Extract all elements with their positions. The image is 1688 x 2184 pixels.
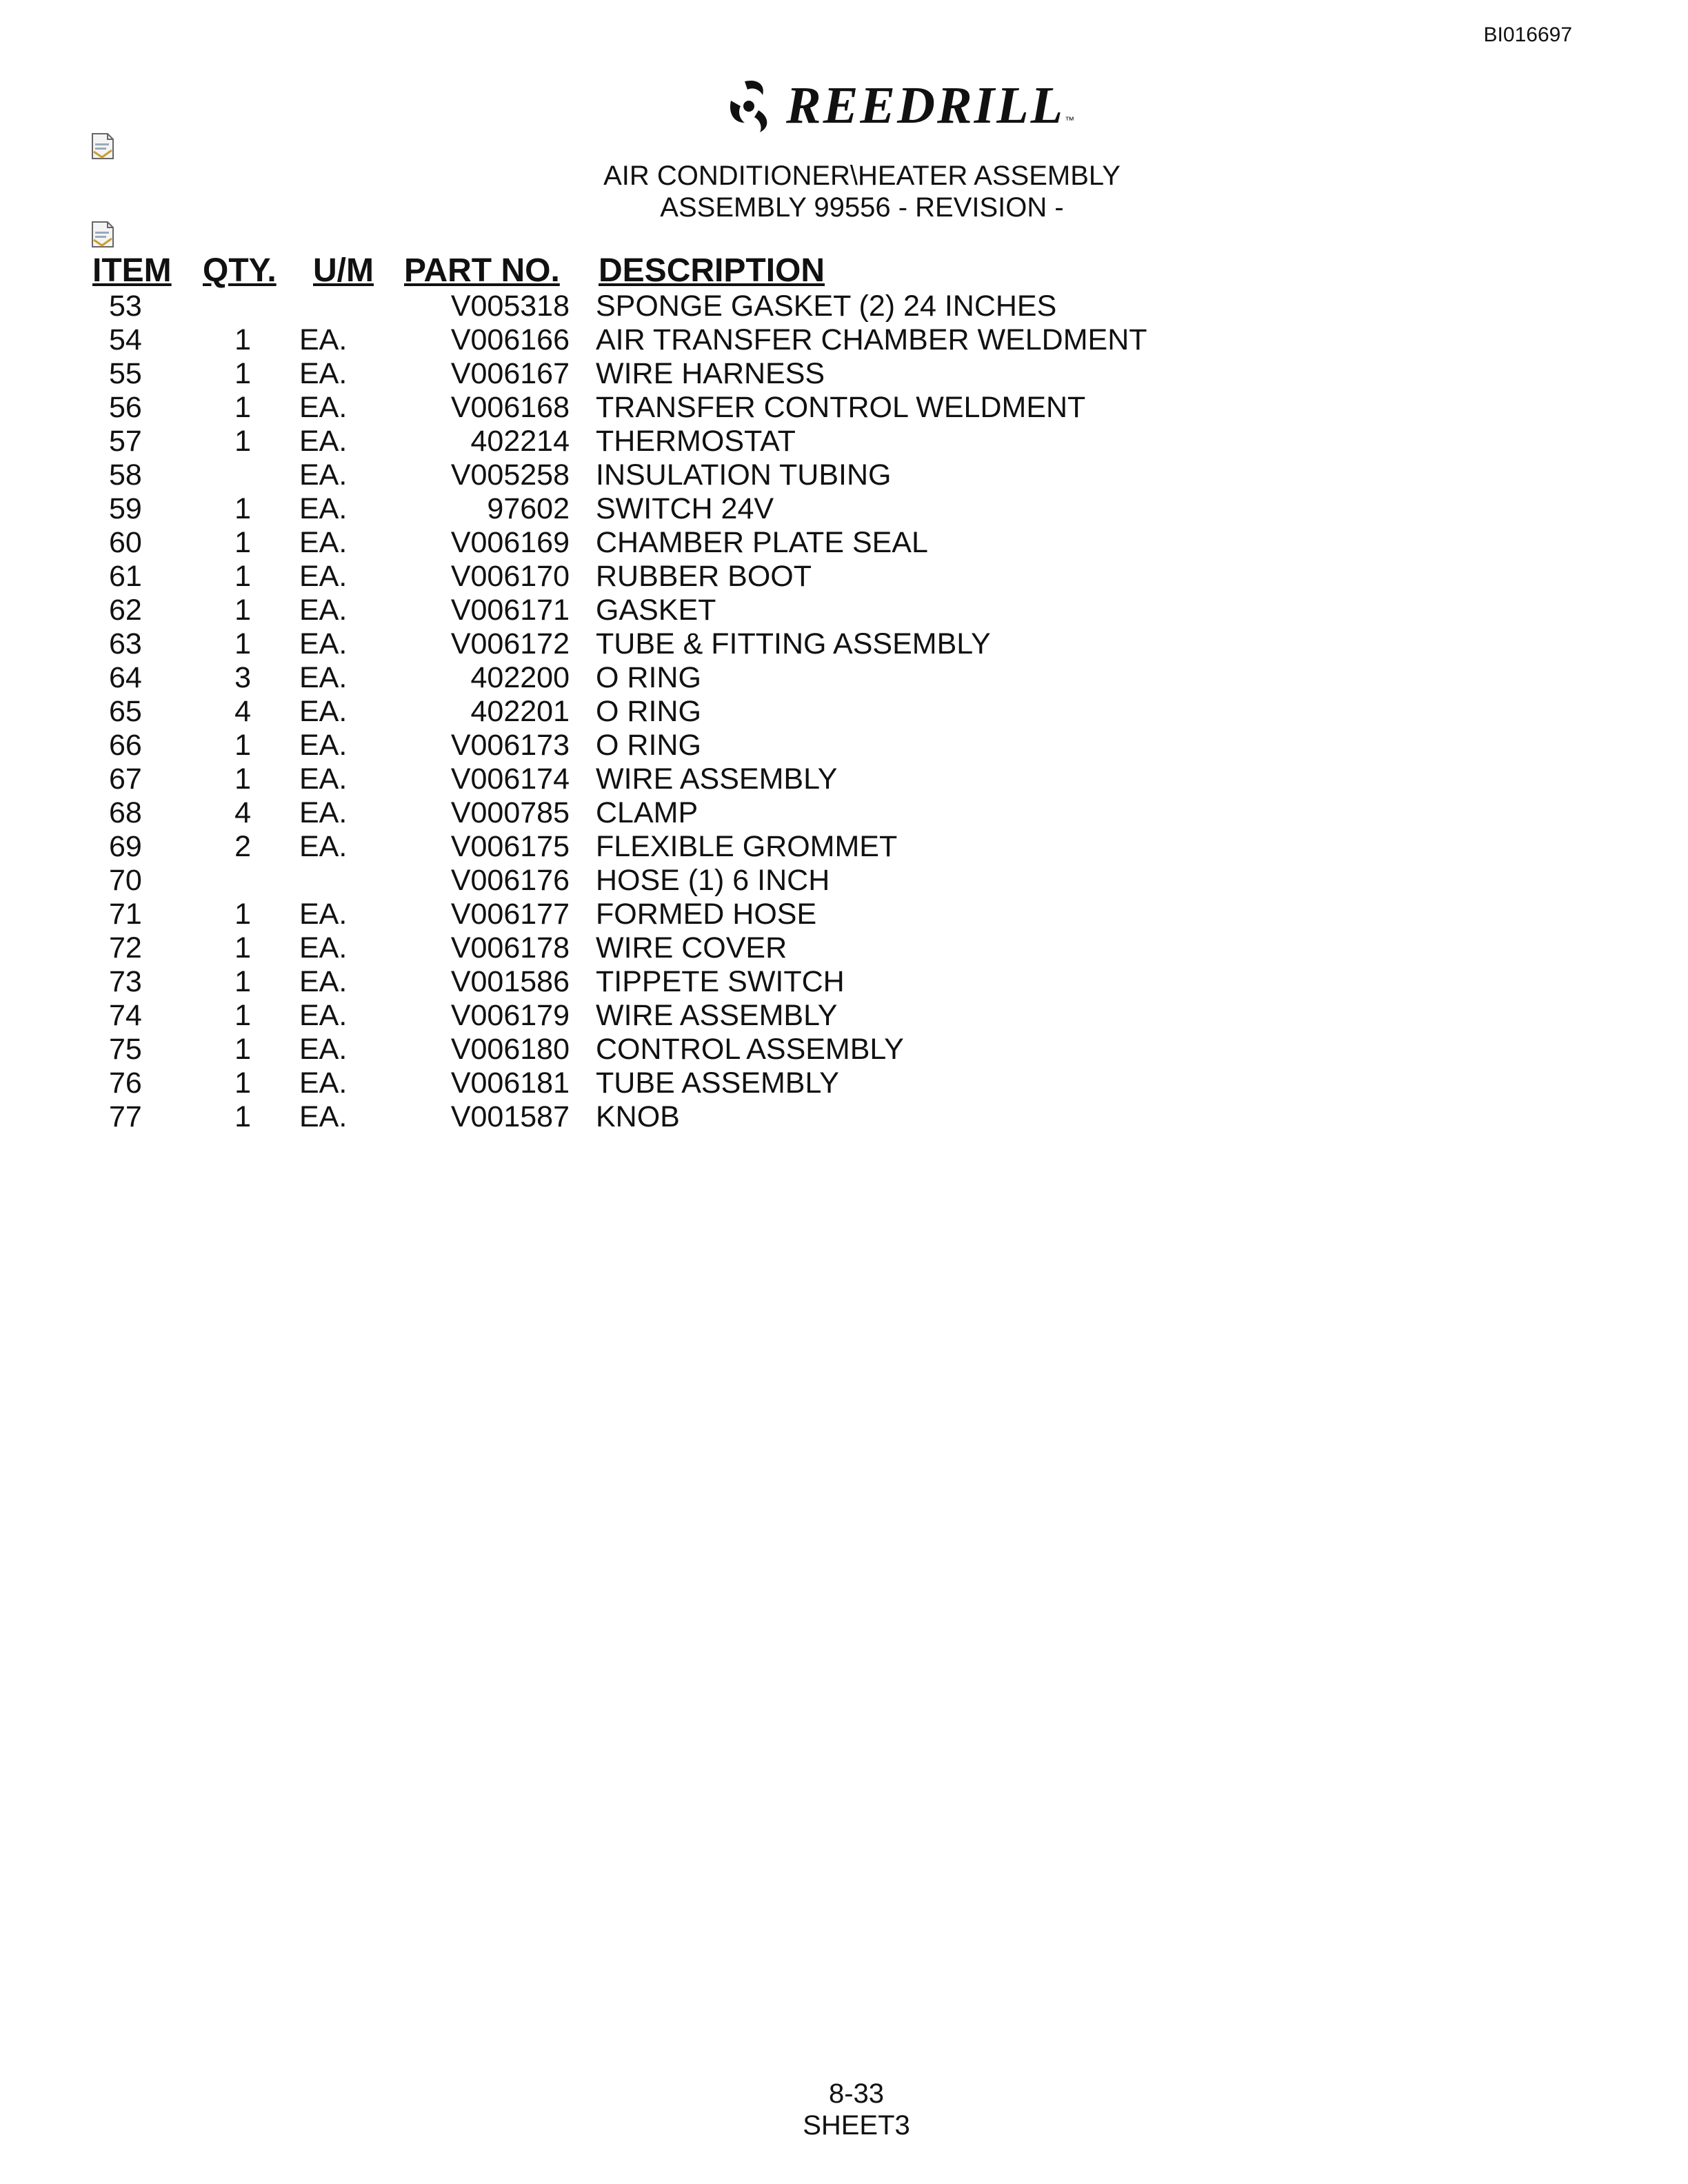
description-cell: SPONGE GASKET (2) 24 INCHES [596,290,1057,323]
table-row [92,526,1147,560]
um-cell: EA. [299,458,348,492]
item-cell: 64 [109,661,142,694]
item-cell: 77 [109,1100,142,1133]
table-row [92,560,1147,594]
um-cell: EA. [299,796,348,829]
part-no-cell: V006180 [450,1033,570,1066]
logo-wordmark: REEDRILL [786,76,1065,134]
qty-cell: 3 [234,661,251,694]
part-no-cell: V006181 [450,1066,570,1100]
item-cell: 66 [109,729,142,762]
item-cell: 53 [109,290,142,323]
qty-cell: 1 [234,931,251,964]
item-cell: 70 [109,864,142,897]
item-cell: 60 [109,526,142,559]
part-no-cell: V005258 [450,458,570,492]
table-row [92,661,1147,695]
table-row [92,391,1147,425]
table-row [92,931,1147,965]
description-cell: GASKET [596,594,716,627]
part-no-cell: V006175 [450,830,570,863]
um-cell: EA. [299,1100,348,1133]
description-cell: SWITCH 24V [596,492,774,525]
um-cell: EA. [299,425,348,458]
title-line-2: ASSEMBLY 99556 - REVISION - [660,192,1064,223]
um-cell: EA. [299,830,348,863]
qty-cell: 1 [234,1033,251,1066]
um-cell: EA. [299,1033,348,1066]
header-part-no: PART NO. [404,252,560,289]
um-cell: EA. [299,492,348,525]
part-no-cell: 97602 [487,492,570,525]
part-no-cell: V006173 [450,729,570,762]
qty-cell: 1 [234,425,251,458]
table-row [92,425,1147,458]
description-cell: RUBBER BOOT [596,560,812,593]
table-row [92,965,1147,999]
description-cell: FLEXIBLE GROMMET [596,830,898,863]
um-cell: EA. [299,526,348,559]
table-header [92,250,1147,290]
description-cell: TUBE & FITTING ASSEMBLY [596,627,991,660]
qty-cell: 1 [234,492,251,525]
page-footer [0,2078,1688,2141]
qty-cell: 4 [234,695,251,728]
description-cell: FORMED HOSE [596,898,817,931]
document-attachment-icon[interactable] [91,221,114,248]
assembly-title [0,160,1688,223]
part-no-cell: V006171 [450,594,570,627]
table-row [92,864,1147,898]
qty-cell: 1 [234,526,251,559]
item-cell: 61 [109,560,142,593]
description-cell: WIRE ASSEMBLY [596,762,838,796]
table-body [92,290,1147,1134]
qty-cell: 1 [234,594,251,627]
description-cell: CLAMP [596,796,699,829]
description-cell: O RING [596,661,701,694]
table-row [92,458,1147,492]
header-description: DESCRIPTION [599,252,825,289]
item-cell: 68 [109,796,142,829]
part-no-cell: V006170 [450,560,570,593]
table-row [92,627,1147,661]
table-row [92,830,1147,864]
qty-cell: 1 [234,762,251,796]
part-no-cell: V006167 [450,357,570,390]
table-row [92,290,1147,323]
description-cell: TRANSFER CONTROL WELDMENT [596,391,1086,424]
description-cell: AIR TRANSFER CHAMBER WELDMENT [596,323,1147,356]
qty-cell: 1 [234,898,251,931]
um-cell: EA. [299,762,348,796]
header-qty: QTY. [203,252,277,289]
page-number: 8-33 [828,2079,885,2109]
description-cell: CHAMBER PLATE SEAL [596,526,928,559]
header-item: ITEM [92,252,172,289]
item-cell: 59 [109,492,142,525]
document-id: BI016697 [1483,23,1572,46]
description-cell: TIPPETE SWITCH [596,965,845,998]
description-cell: O RING [596,729,701,762]
trademark-symbol: ™ [1065,114,1075,125]
qty-cell: 1 [234,965,251,998]
qty-cell: 1 [234,357,251,390]
propeller-logo-icon [717,74,783,136]
um-cell: EA. [299,695,348,728]
description-cell: WIRE HARNESS [596,357,825,390]
um-cell: EA. [299,965,348,998]
um-cell: EA. [299,661,348,694]
item-cell: 69 [109,830,142,863]
um-cell: EA. [299,729,348,762]
qty-cell: 1 [234,1100,251,1133]
qty-cell: 4 [234,796,251,829]
item-cell: 58 [109,458,142,492]
description-cell: KNOB [596,1100,680,1133]
qty-cell: 1 [234,729,251,762]
reedrill-logo [717,74,1074,136]
item-cell: 62 [109,594,142,627]
item-cell: 63 [109,627,142,660]
qty-cell: 1 [234,1066,251,1100]
um-cell: EA. [299,560,348,593]
item-cell: 67 [109,762,142,796]
item-cell: 72 [109,931,142,964]
part-no-cell: V006172 [450,627,570,660]
header-um: U/M [313,252,374,289]
um-cell: EA. [299,357,348,390]
part-no-cell: V000785 [450,796,570,829]
document-attachment-icon[interactable] [91,132,114,160]
um-cell: EA. [299,391,348,424]
title-line-1: AIR CONDITIONER\HEATER ASSEMBLY [603,161,1121,191]
part-no-cell: V006174 [450,762,570,796]
table-row [92,695,1147,729]
item-cell: 54 [109,323,142,356]
table-row [92,796,1147,830]
um-cell: EA. [299,323,348,356]
item-cell: 55 [109,357,142,390]
table-row [92,1033,1147,1066]
table-row [92,594,1147,627]
description-cell: THERMOSTAT [596,425,796,458]
description-cell: TUBE ASSEMBLY [596,1066,839,1100]
item-cell: 56 [109,391,142,424]
qty-cell: 1 [234,560,251,593]
part-no-cell: V005318 [450,290,570,323]
part-no-cell: V006179 [450,999,570,1032]
description-cell: WIRE COVER [596,931,787,964]
um-cell: EA. [299,1066,348,1100]
description-cell: INSULATION TUBING [596,458,892,492]
um-cell: EA. [299,931,348,964]
item-cell: 65 [109,695,142,728]
table-row [92,762,1147,796]
table-row [92,357,1147,391]
item-cell: 75 [109,1033,142,1066]
description-cell: O RING [596,695,701,728]
qty-cell: 1 [234,999,251,1032]
item-cell: 71 [109,898,142,931]
description-cell: WIRE ASSEMBLY [596,999,838,1032]
table-row [92,323,1147,357]
um-cell: EA. [299,898,348,931]
sheet-label: SHEET3 [803,2110,910,2141]
part-no-cell: V001587 [450,1100,570,1133]
qty-cell: 1 [234,323,251,356]
part-no-cell: V001586 [450,965,570,998]
um-cell: EA. [299,627,348,660]
part-no-cell: V006168 [450,391,570,424]
part-no-cell: 402201 [470,695,570,728]
table-row [92,999,1147,1033]
um-cell: EA. [299,594,348,627]
parts-table [92,250,1147,1134]
part-no-cell: V006169 [450,526,570,559]
um-cell: EA. [299,999,348,1032]
part-no-cell: V006166 [450,323,570,356]
qty-cell: 2 [234,830,251,863]
part-no-cell: 402200 [470,661,570,694]
qty-cell: 1 [234,627,251,660]
part-no-cell: V006177 [450,898,570,931]
qty-cell: 1 [234,391,251,424]
item-cell: 57 [109,425,142,458]
item-cell: 73 [109,965,142,998]
part-no-cell: V006178 [450,931,570,964]
table-row [92,729,1147,762]
part-no-cell: 402214 [470,425,570,458]
item-cell: 76 [109,1066,142,1100]
table-row [92,492,1147,526]
table-row [92,1066,1147,1100]
table-row [92,898,1147,931]
table-row [92,1100,1147,1134]
description-cell: CONTROL ASSEMBLY [596,1033,904,1066]
description-cell: HOSE (1) 6 INCH [596,864,830,897]
part-no-cell: V006176 [450,864,570,897]
item-cell: 74 [109,999,142,1032]
